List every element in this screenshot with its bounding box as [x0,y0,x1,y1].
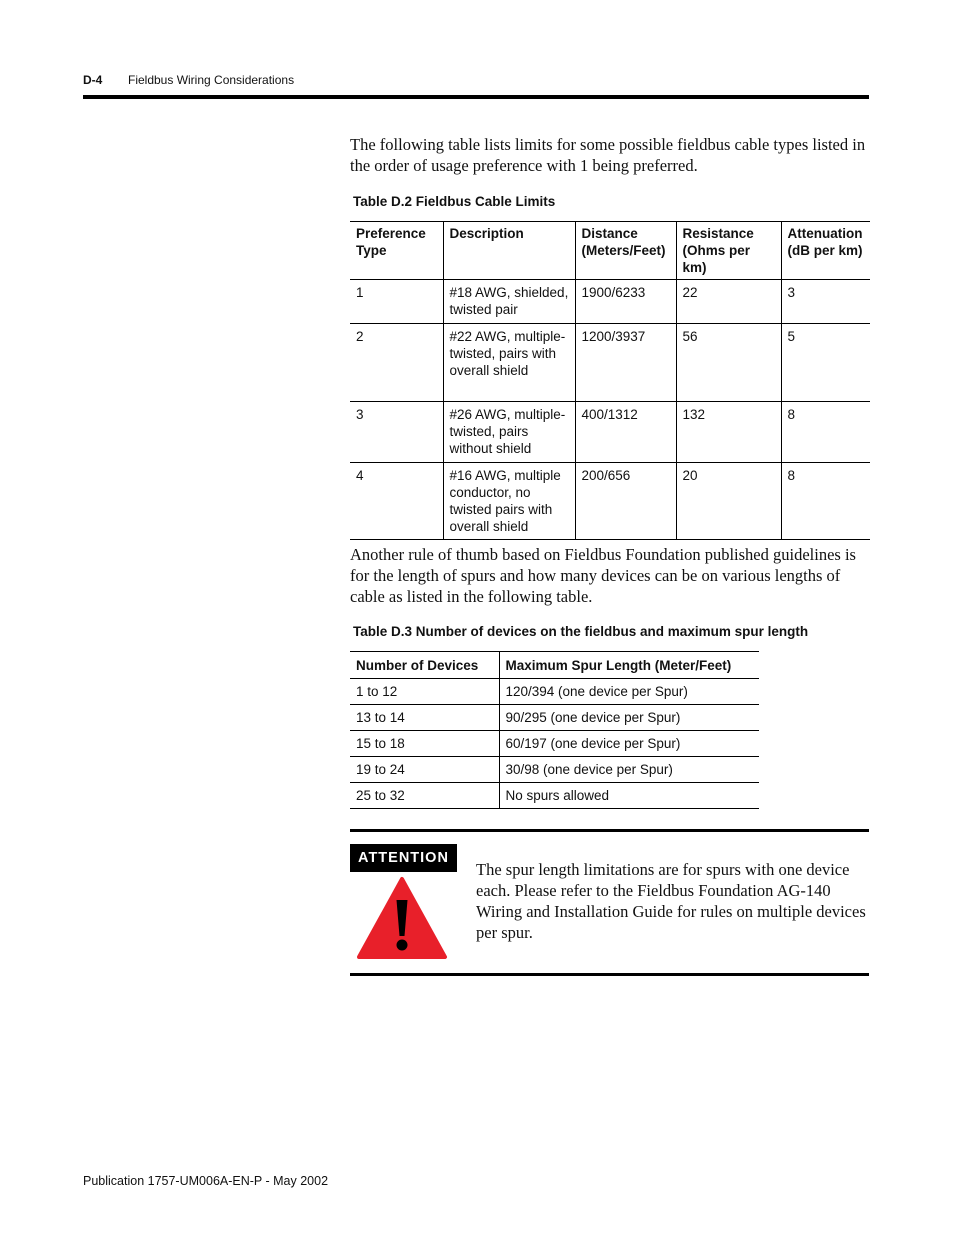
table-cell: 2 [356,329,364,344]
table-row [350,463,870,540]
attention-bottom-rule [350,973,869,976]
table-cell: 60/197 (one device per Spur) [499,731,759,757]
table-row [350,402,870,463]
table-cell: 56 [676,324,781,402]
table-cell: 200/656 [575,463,676,540]
table-cell: No spurs allowed [499,783,759,809]
table-cell: 1 [356,285,364,300]
cable-limits-table [350,221,870,540]
table-row [350,679,759,705]
warning-triangle-icon [356,876,448,960]
column-header: Description [443,222,575,280]
attention-top-rule [350,829,869,832]
page-header [83,73,294,87]
table-cell: 8 [781,463,870,540]
publication-footer: Publication 1757-UM006A-EN-P - May 2002 [83,1174,329,1188]
section-title: Fieldbus Wiring Considerations [128,73,295,87]
table-row [350,705,759,731]
table-row [350,783,759,809]
column-header: Preference Type [356,226,426,258]
column-header: Distance (Meters/Feet) [575,222,676,280]
table-cell: 15 to 18 [356,736,405,751]
table-row [350,324,870,402]
table-cell: 90/295 (one device per Spur) [499,705,759,731]
table-d3-caption: Table D.3 Number of devices on the fieldbus and maximum spur length [353,624,809,639]
spur-length-table [350,651,759,809]
table-cell: 4 [356,468,364,483]
table-cell: #18 AWG, shielded, twisted pair [443,280,575,324]
table-cell: #22 AWG, multiple-twisted, pairs with overall shield [443,324,575,402]
attention-badge: ATTENTION [350,844,457,872]
table-cell: 132 [676,402,781,463]
table-cell: 5 [781,324,870,402]
table-cell: 3 [356,407,364,422]
table-d2-caption: Table D.2 Fieldbus Cable Limits [353,194,556,209]
table-cell: 8 [781,402,870,463]
table-row [350,731,759,757]
table-cell: 30/98 (one device per Spur) [499,757,759,783]
table-cell: 20 [676,463,781,540]
table-cell: 1 to 12 [356,684,398,699]
table-cell: 120/394 (one device per Spur) [499,679,759,705]
table-cell: 22 [676,280,781,324]
column-header: Number of Devices [356,657,479,673]
page-number: D-4 [83,73,103,87]
table-row [350,757,759,783]
table-header-row [350,652,759,679]
column-header: Maximum Spur Length (Meter/Feet) [499,652,759,679]
table-row [350,280,870,324]
table-cell: 3 [781,280,870,324]
attention-text: The spur length limitations are for spurs with one device each. Please refer to the Fieldbus Foundation AG-140 Wiring and Installation Guide for rules on multiple devices per spur. [476,860,866,942]
table-cell: 1200/3937 [575,324,676,402]
spur-paragraph: Another rule of thumb based on Fieldbus Foundation published guidelines is for the length of spurs and how many devices can be on various lengths of cable as listed in the following table. [350,545,856,606]
table-header-row [350,222,870,280]
table-cell: 13 to 14 [356,710,405,725]
table-cell: #26 AWG, multiple-twisted, pairs without shield [443,402,575,463]
table-cell: 1900/6233 [575,280,676,324]
intro-paragraph: The following table lists limits for some possible fieldbus cable types listed in the order of usage preference with 1 being preferred. [350,135,866,175]
column-header: Resistance (Ohms per km) [676,222,781,280]
table-cell: 19 to 24 [356,762,405,777]
table-cell: #16 AWG, multiple conductor, no twisted pairs with overall shield [443,463,575,540]
header-rule [83,95,869,99]
column-header: Attenuation (dB per km) [781,222,870,280]
table-cell: 25 to 32 [356,788,405,803]
table-cell: 400/1312 [575,402,676,463]
